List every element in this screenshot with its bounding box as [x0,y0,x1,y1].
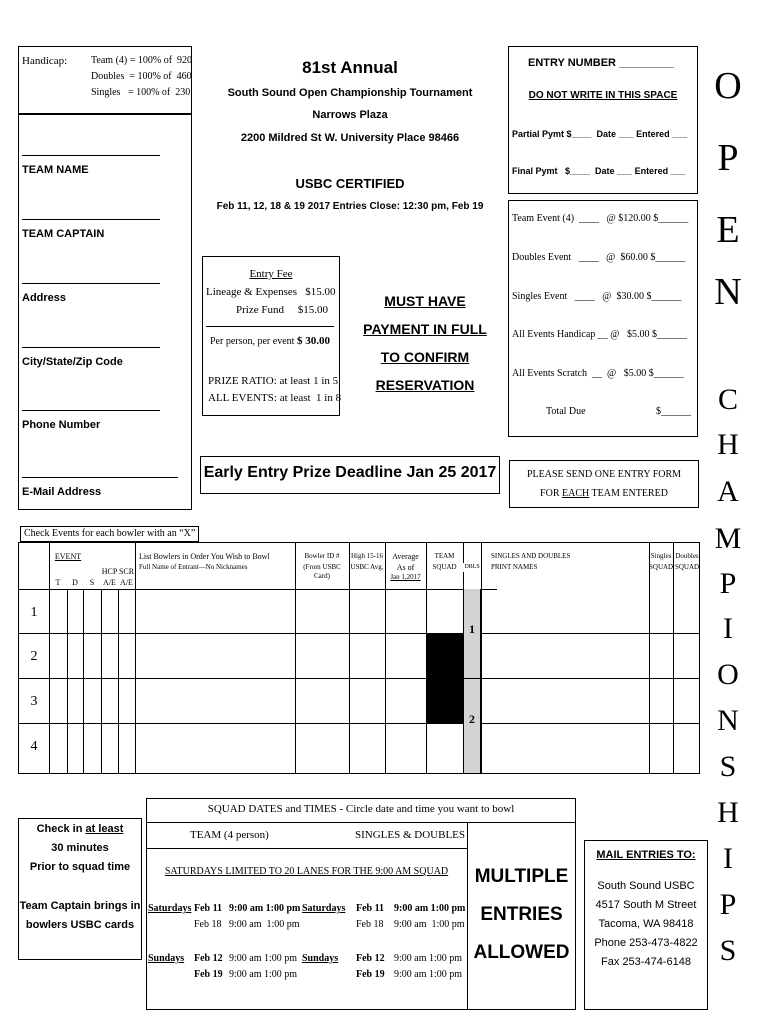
sd-sun-times-2[interactable]: 9:00 am 1:00 pm [394,969,463,980]
sd-sundays-label: Sundays [302,953,339,964]
entry-fee-title: Entry Fee [249,268,293,280]
tournament-dates: Feb 11, 12, 18 & 19 2017 Entries Close: 12:30 pm, Feb 19 [216,201,484,212]
team-sat-date-2[interactable]: Feb 18 [194,919,222,930]
all-events-ratio: ALL EVENTS: at least 1 in 8 [208,392,342,404]
per-person-amount: $ 30.00 [297,335,330,347]
team-saturdays-label: Saturdays [148,903,192,914]
singles-doubles-header: SINGLES AND DOUBLES [491,552,571,560]
early-entry-text: Early Entry Prize Deadline Jan 25 2017 [203,464,497,481]
final-payment: Final Pymt $____ Date ___ Entered ___ [512,166,686,176]
vertical-letter-h1: H [717,428,739,461]
handicap-singles: Singles = 100% of 230 [91,87,191,98]
squad-sd-header: SINGLES & DOUBLES [355,829,466,841]
vertical-letter-n2: N [717,704,739,737]
team-sat-date-1[interactable]: Feb 11 [194,903,223,914]
team-name-label: TEAM NAME [22,164,89,176]
team-name-line[interactable] [22,155,160,156]
handicap-label: Handicap: [22,55,68,67]
vertical-letter-c: C [717,383,738,416]
vertical-letter-o1: O [714,65,742,107]
fee-singles-event[interactable]: Singles Event ____ @ $30.00 $______ [512,291,682,302]
dbls-pair-2: 2 [469,712,475,726]
email-label: E-Mail Address [22,486,102,498]
payment-line-3: TO CONFIRM [380,349,470,365]
prize-fund: Prize Fund $15.00 [236,304,328,316]
vertical-letter-e: E [716,209,740,251]
mail-line-2: 4517 South M Street [595,899,697,911]
partial-payment: Partial Pymt $____ Date ___ Entered ___ [512,129,688,139]
city-line[interactable] [22,347,160,348]
contact-info-box [18,46,192,510]
sd-sat-date-1[interactable]: Feb 11 [356,903,385,914]
bowler-id-subheader: (From USBC Card) [303,563,341,580]
venue-name: Narrows Plaza [312,109,388,121]
squad-title-divider [146,822,576,823]
sd-sat-date-2[interactable]: Feb 18 [356,919,384,930]
t-header: T [55,578,61,587]
singles-squad-subheader: SQUAD [649,563,674,571]
checkin-line-5: bowlers USBC cards [25,919,135,931]
checkin-line-4: Team Captain brings in [19,900,141,912]
mail-title: MAIL ENTRIES TO: [596,849,696,861]
mail-line-3: Tacoma, WA 98418 [598,918,694,930]
email-line[interactable] [22,477,178,478]
sd-saturdays-label: Saturdays [302,903,346,914]
team-sundays-label: Sundays [148,953,185,964]
send-form-box [509,460,699,508]
city-label: City/State/Zip Code [22,356,123,368]
event-header: EVENT [54,552,82,561]
sd-sun-date-2[interactable]: Feb 19 [356,969,385,980]
vertical-letter-p2: P [719,567,737,600]
vertical-letter-s2: S [719,934,737,967]
bowler-id-header: Bowler ID # [304,552,340,560]
handicap-doubles: Doubles = 100% of 460 [91,71,192,82]
vertical-letter-m: M [714,522,742,555]
dbls-column [463,589,481,773]
checkin-line-1: Check in at least [36,823,124,835]
entry-number: ENTRY NUMBER _________ [528,57,675,69]
high-avg-subheader: USBC Avg. [350,563,384,571]
singles-squad-header: Singles [650,552,672,560]
usbc-certified: USBC CERTIFIED [295,176,405,191]
fee-divider [206,326,334,327]
fees-box [508,200,698,437]
handicap-divider [18,113,192,115]
vertical-letter-n1: N [714,271,742,313]
high-avg-header: High 15-16 [350,552,384,560]
vertical-letter-i2: I [723,842,733,875]
per-person-label: Per person, per event [210,336,295,347]
team-sun-times-1[interactable]: 9:00 am 1:00 pm [229,953,298,964]
d-header: D [72,578,78,587]
handicap-team: Team (4) = 100% of 920 [91,55,193,66]
checkin-line-2: 30 minutes [51,842,109,854]
lineage-fee: Lineage & Expenses $15.00 [206,286,336,298]
sd-sat-times-2[interactable]: 9:00 am 1:00 pm [394,919,465,930]
do-not-write: DO NOT WRITE IN THIS SPACE [528,90,678,101]
print-names-header: PRINT NAMES [491,563,538,571]
annual-title: 81st Annual [302,58,398,77]
row-number-3: 3 [30,694,38,709]
team-squad-blocked [426,633,463,723]
average-sub1: As of [396,563,415,572]
team-squad-subheader: SQUAD [432,563,457,571]
team-captain-label: TEAM CAPTAIN [22,228,105,240]
send-form-line-1: PLEASE SEND ONE ENTRY FORM [526,469,682,480]
squad-title: SQUAD DATES and TIMES - Circle date and time you want to bowl [207,803,515,815]
total-due-label: Total Due [546,406,586,417]
dbls-header: DBLS [464,564,480,570]
bowler-events-table [18,542,700,774]
check-events-label: Check Events for each bowler with an “X” [20,526,199,542]
payment-line-4: RESERVATION [375,377,475,393]
mail-line-5: Fax 253-474-6148 [601,956,691,968]
average-sub2: Jan 1,2017 [390,573,421,581]
vertical-letter-s1: S [719,750,737,783]
checkin-line-3: Prior to squad time [29,861,131,873]
vertical-letter-p1: P [717,137,739,179]
fee-all-events-hcp[interactable]: All Events Handicap __ @ $5.00 $______ [512,329,688,340]
tournament-name: South Sound Open Championship Tournament [227,87,473,99]
sd-sun-times-1[interactable]: 9:00 am 1:00 pm [394,953,463,964]
team-sat-times-2[interactable]: 9:00 am 1:00 pm [229,919,300,930]
squad-header-divider [146,848,467,849]
mail-line-4: Phone 253-473-4822 [594,937,698,949]
team-squad-header: TEAM [434,552,455,560]
sd-sat-times-1[interactable]: 9:00 am 1:00 pm [394,903,466,914]
multiple-line-2: ENTRIES [480,904,563,925]
sd-sun-date-1[interactable]: Feb 12 [356,953,385,964]
saturdays-limited: SATURDAYS LIMITED TO 20 LANES FOR THE 9:00 AM SQUAD [164,866,449,877]
doubles-squad-subheader: SQUAD [674,563,700,571]
checkin-box [18,818,142,960]
team-sun-date-1[interactable]: Feb 12 [194,953,223,964]
fee-all-events-scratch[interactable]: All Events Scratch __ @ $5.00 $______ [512,368,684,379]
vertical-letter-i1: I [723,612,733,645]
vertical-letter-a: A [717,475,739,508]
payment-line-1: MUST HAVE [384,293,466,309]
scr-header: SCR [118,567,135,576]
address-label: Address [22,292,67,304]
doubles-squad-header: Doubles [675,552,699,560]
row-number-4: 4 [30,739,38,754]
fee-team-event[interactable]: Team Event (4) ____ @ $120.00 $______ [512,213,689,224]
team-captain-line[interactable] [22,219,160,220]
team-sun-times-2[interactable]: 9:00 am 1:00 pm [229,969,298,980]
multiple-line-1: MULTIPLE [474,866,569,887]
vertical-letter-o2: O [717,658,739,691]
ae-scr-header: A/E [120,578,133,587]
s-header: S [89,578,95,587]
list-bowlers-subheader: Full Name of Entrant—No Nicknames [139,563,248,571]
row-number-2: 2 [30,649,38,664]
phone-label: Phone Number [22,419,101,431]
prize-ratio: PRIZE RATIO: at least 1 in 5 [208,375,339,387]
fee-doubles-event[interactable]: Doubles Event ____ @ $60.00 $______ [512,252,686,263]
payment-line-2: PAYMENT IN FULL [363,321,487,337]
total-due-value[interactable]: $______ [656,406,691,417]
venue-address: 2200 Mildred St W. University Place 98466 [240,132,460,144]
ae-hcp-header: A/E [103,578,116,587]
multiple-line-3: ALLOWED [473,942,570,963]
vertical-letter-p3: P [719,888,737,921]
team-sat-times-1[interactable]: 9:00 am 1:00 pm [229,903,301,914]
average-header: Average [392,552,419,561]
vertical-letter-h2: H [717,796,739,829]
send-form-line-2: FOR EACH TEAM ENTERED [540,488,668,499]
address-line[interactable] [22,283,160,284]
row-number-1: 1 [30,605,38,620]
team-sun-date-2[interactable]: Feb 19 [194,969,223,980]
phone-line[interactable] [22,410,160,411]
mail-line-1: South Sound USBC [597,880,695,892]
list-bowlers-header: List Bowlers in Order You Wish to Bowl [139,552,270,561]
squad-team-header: TEAM (4 person) [190,829,269,841]
hcp-header: HCP [101,567,118,576]
dbls-pair-1: 1 [469,622,475,636]
